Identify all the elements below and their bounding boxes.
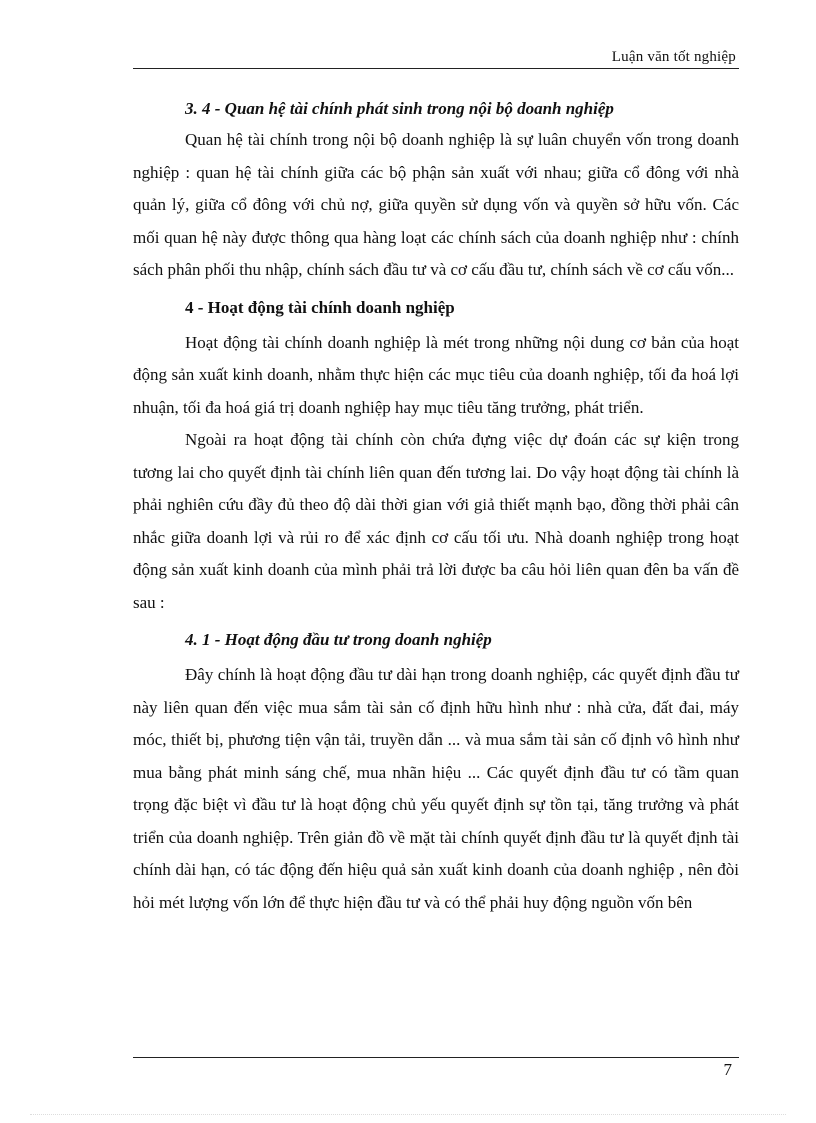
running-header-title: Luận văn tốt nghiệp [611,49,736,65]
paragraph-4-1: Hoạt động tài chính doanh nghiệp là mét trong những nội dung cơ bản của hoạt động sản xuất kinh doanh, nhằm thực hiện các mục tiêu của doanh nghiệp, tối đa hoá lợi nhuận, tối đa hoá giá trị doanh nghiệp hay mục tiêu tăng trưởng, phát triển. [133,332,739,417]
page-edge-dotted-line [30,1114,786,1115]
heading-4-1: 4. 1 - Hoạt động đầu tư trong doanh nghiệp [185,630,492,649]
header-divider [133,68,739,69]
page-number: 7 [723,1060,732,1079]
footer-divider [133,1057,739,1058]
paragraph-3-4: Quan hệ tài chính trong nội bộ doanh nghiệp là sự luân chuyển vốn trong doanh nghiệp : quan hệ tài chính giữa các bộ phận sản xuất với nhau; giữa cổ đông với nhà quản lý, giữa cổ đông với chủ nợ, giữa quyền sử dụng vốn và quyền sở hữu vốn. Các mối quan hệ này được thông qua hàng loạt các chính sách của doanh nghiệp như : chính sách phân phối thu nhập, chính sách đầu tư và cơ cấu đầu tư, chính sách về cơ cấu vốn... [133,130,739,279]
heading-3-4: 3. 4 - Quan hệ tài chính phát sinh trong nội bộ doanh nghiệp [185,99,614,118]
page-body [133,94,739,919]
paragraph-4-2: Ngoài ra hoạt động tài chính còn chứa đựng việc dự đoán các sự kiện trong tương lai cho quyết định tài chính liên quan đến tương lai. Do vậy hoạt động tài chính là phải nghiên cứu đầy đủ theo độ dài thời gian với giả thiết mạnh bạo, đồng thời phải cân nhắc giữa doanh lợi và rủi ro để xác định cơ cấu tối ưu. Nhà doanh nghiệp trong hoạt động sản xuất kinh doanh của mình phải trả lời được ba câu hỏi liên quan đên ba vấn đề sau : [133,430,739,612]
heading-4: 4 - Hoạt động tài chính doanh nghiệp [185,297,455,317]
paragraph-4-1-investment: Đây chính là hoạt động đầu tư dài hạn trong doanh nghiệp, các quyết định đầu tư này liên quan đến việc mua sắm tài sản cố định hữu hình như : nhà cửa, đất đai, máy móc, thiết bị, phương tiện vận tải, truyền dẫn ... và mua sắm tài sản cố định vô hình như mua bằng phát minh sáng chế, mua nhãn hiệu ... Các quyết định đầu tư có tầm quan trọng đặc biệt vì đầu tư là hoạt động chủ yếu quyết định sự tồn tại, tăng trưởng và phát triển của doanh nghiệp. Trên giản đồ về mặt tài chính quyết định đầu tư là quyết định tài chính dài hạn, có tác động đến hiệu quả sản xuất kinh doanh của doanh nghiệp , nên đòi hỏi mét lượng vốn lớn để thực hiện đầu tư và có thể phải huy động nguồn vốn bên [133,665,739,912]
